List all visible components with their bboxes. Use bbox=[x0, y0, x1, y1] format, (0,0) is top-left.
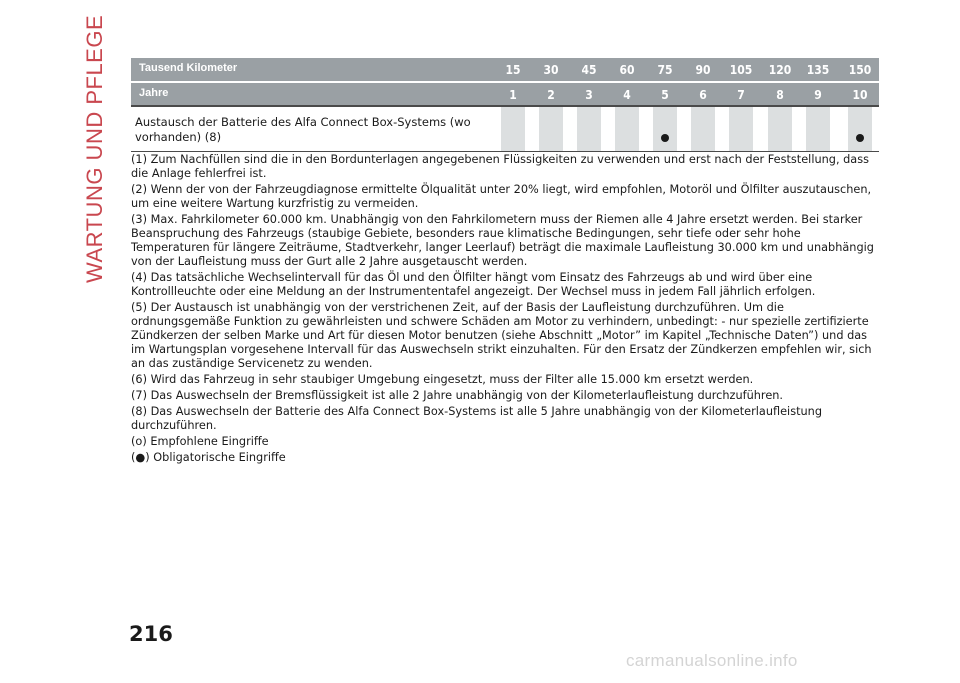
mandatory-dot-icon bbox=[661, 134, 669, 142]
footnote: (7) Das Auswechseln der Bremsflüssigkeit ist alle 2 Jahre unabhängig von der Kilometerlaufleistung durchzuführen. bbox=[131, 389, 784, 402]
interval-column bbox=[615, 107, 639, 151]
header-row-kilometers bbox=[131, 58, 879, 83]
interval-column bbox=[653, 107, 677, 151]
year-cell: 3 bbox=[585, 88, 593, 102]
footnote: (5) Der Austausch ist unabhängig von der verstrichenen Zeit, auf der Basis der Laufleistung durchzuführen. Um die ordnungsgemäße Funktion zu gewährleisten und schwere Schäden am Motor zu verhindern, unbedingt: - nur spezielle zertifizierte Zündkerzen der selben Marke und Art für diesen Motor benutzen (siehe Abschnitt „Motor” im Kapitel „Technische Daten”) und das im Wartungsplan vorgesehene Intervall für das Auswechseln strikt einzuhalten. Für den Ersatz der Zündkerzen empfehlen wir, sich an das zuständige Servicenetz zu wenden. bbox=[131, 301, 872, 370]
table-row bbox=[131, 107, 879, 152]
task-description: Austausch der Batterie des Alfa Connect Box-Systems (wo vorhanden) (8) bbox=[135, 115, 471, 144]
interval-column bbox=[501, 107, 525, 151]
watermark: carmanualsonline.info bbox=[626, 651, 798, 670]
year-cell: 2 bbox=[547, 88, 555, 102]
interval-column bbox=[691, 107, 715, 151]
km-cell: 60 bbox=[619, 63, 635, 77]
maintenance-table bbox=[131, 58, 879, 152]
km-cell: 15 bbox=[505, 63, 521, 77]
year-cell: 8 bbox=[776, 88, 784, 102]
footnote: (4) Das tatsächliche Wechselintervall für das Öl und den Ölfilter hängt vom Einsatz des Fahrzeugs ab und wird über eine Kontrollleuchte oder eine Meldung an der Instrumententafel angezeigt. Der Wechsel muss in jedem Fall jährlich erfolgen. bbox=[131, 271, 816, 298]
year-cell: 9 bbox=[814, 88, 822, 102]
km-cell: 120 bbox=[768, 63, 792, 77]
interval-column bbox=[848, 107, 872, 151]
footnote: (2) Wenn der von der Fahrzeugdiagnose ermittelte Ölqualität unter 20% liegt, wird empfohlen, Motoröl und Ölfilter auszutauschen, um eine weitere Wartung kurzfristig zu vermeiden. bbox=[131, 183, 872, 210]
year-cell: 10 bbox=[852, 88, 868, 102]
footnote: (8) Das Auswechseln der Batterie des Alfa Connect Box-Systems ist alle 5 Jahre unabhängig von der Kilometerlaufleistung durchzuführen. bbox=[131, 405, 823, 432]
interval-column bbox=[729, 107, 753, 151]
km-cell: 90 bbox=[695, 63, 711, 77]
year-cell: 7 bbox=[737, 88, 745, 102]
header-row-years bbox=[131, 83, 879, 107]
interval-column bbox=[539, 107, 563, 151]
interval-column bbox=[577, 107, 601, 151]
year-cell: 1 bbox=[509, 88, 517, 102]
footnote: (1) Zum Nachfüllen sind die in den Bordunterlagen angegebenen Flüssigkeiten zu verwenden und erst nach der Feststellung, dass die Anlage fehlerfrei ist. bbox=[131, 153, 869, 180]
km-cell: 150 bbox=[848, 63, 872, 77]
mandatory-dot-icon bbox=[856, 134, 864, 142]
km-cell: 45 bbox=[581, 63, 597, 77]
chapter-title-text: WARTUNG UND PFLEGE bbox=[82, 14, 107, 283]
footnote: (o) Empfohlene Eingriffe bbox=[131, 435, 269, 448]
footnotes bbox=[131, 153, 879, 467]
year-cell: 4 bbox=[623, 88, 631, 102]
footnote: (6) Wird das Fahrzeug in sehr staubiger Umgebung eingesetzt, muss der Filter alle 15.000 km ersetzt werden. bbox=[131, 373, 754, 386]
interval-column bbox=[768, 107, 792, 151]
header-label-years: Jahre bbox=[139, 87, 169, 99]
km-cell: 105 bbox=[729, 63, 753, 77]
year-cell: 6 bbox=[699, 88, 707, 102]
km-cell: 75 bbox=[657, 63, 673, 77]
km-cell: 30 bbox=[543, 63, 559, 77]
footnote: (●) Obligatorische Eingriffe bbox=[131, 451, 286, 464]
year-cell: 5 bbox=[661, 88, 669, 102]
interval-column bbox=[806, 107, 830, 151]
page-number: 216 bbox=[129, 622, 173, 646]
km-cell: 135 bbox=[806, 63, 830, 77]
header-label-kilometers: Tausend Kilometer bbox=[139, 62, 238, 74]
footnote: (3) Max. Fahrkilometer 60.000 km. Unabhängig von den Fahrkilometern muss der Riemen alle 4 Jahre ersetzt werden. Bei starker Beanspruchung des Fahrzeugs (staubige Gebiete, besonders raue klimatische Bedingungen, sehr tiefe oder sehr hohe Temperaturen für längere Zeiträume, Stadtverkehr, langer Leerlauf) beträgt die maximale Laufleistung 30.000 km und unabhängig von der Laufleistung muss der Gurt alle 2 Jahre ausgetauscht werden. bbox=[131, 213, 874, 268]
